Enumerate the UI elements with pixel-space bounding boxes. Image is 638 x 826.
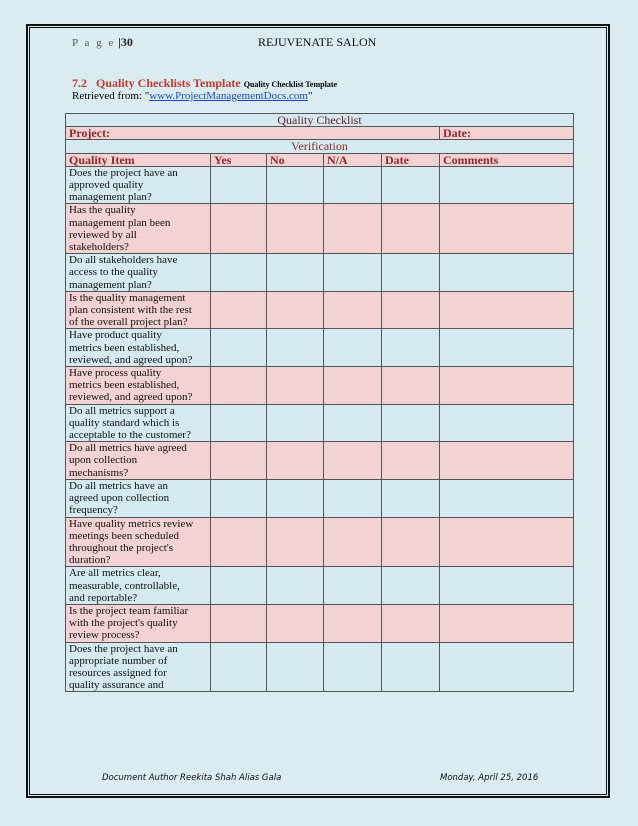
source-link[interactable]: www.ProjectManagementDocs.com — [149, 90, 308, 102]
no-cell[interactable] — [267, 367, 324, 405]
quality-item-cell — [66, 329, 211, 367]
retrieved-from — [72, 90, 312, 102]
quality-item-line: throughout the project's — [69, 541, 174, 554]
table-row — [66, 604, 574, 642]
quality-item-line: management plan been — [69, 216, 171, 229]
quality-item-line: measurable, controllable, — [69, 579, 180, 592]
col-na: N/A — [324, 153, 382, 166]
na-cell[interactable] — [324, 254, 382, 292]
verification-row — [66, 140, 574, 153]
yes-cell[interactable] — [211, 291, 267, 329]
na-cell[interactable] — [324, 567, 382, 605]
table-row — [66, 204, 574, 254]
quality-item-cell — [66, 642, 211, 692]
date-cell[interactable] — [382, 204, 440, 254]
quality-item-line: acceptable to the customer? — [69, 429, 191, 442]
date-cell[interactable] — [382, 517, 440, 567]
yes-cell[interactable] — [211, 567, 267, 605]
quality-item-cell — [66, 254, 211, 292]
no-cell[interactable] — [267, 404, 324, 442]
quality-item-line: frequency? — [69, 504, 118, 517]
footer-author: Document Author Reekita Shah Alias Gala — [102, 773, 282, 783]
no-cell[interactable] — [267, 329, 324, 367]
date-cell[interactable] — [382, 166, 440, 204]
na-cell[interactable] — [324, 442, 382, 480]
no-cell[interactable] — [267, 291, 324, 329]
no-cell[interactable] — [267, 642, 324, 692]
date-cell[interactable] — [382, 291, 440, 329]
retrieved-prefix: Retrieved from: " — [72, 90, 150, 102]
table-row — [66, 254, 574, 292]
doc-title: REJUVENATE SALON — [258, 35, 377, 49]
page-number: 30 — [120, 35, 133, 49]
col-date: Date — [382, 153, 440, 166]
comments-cell[interactable] — [440, 479, 574, 517]
yes-cell[interactable] — [211, 329, 267, 367]
col-comments: Comments — [440, 153, 574, 166]
quality-item-cell — [66, 291, 211, 329]
section-subtitle: Quality Checklist Template — [243, 80, 338, 89]
na-cell[interactable] — [324, 166, 382, 204]
quality-item-cell — [66, 567, 211, 605]
quality-item-line: quality assurance and — [69, 679, 164, 692]
yes-cell[interactable] — [211, 166, 267, 204]
table-row — [66, 642, 574, 692]
na-cell[interactable] — [324, 642, 382, 692]
quality-item-line: duration? — [69, 554, 111, 567]
quality-item-cell — [66, 479, 211, 517]
quality-item-cell — [66, 166, 211, 204]
yes-cell[interactable] — [211, 479, 267, 517]
quality-item-cell — [66, 204, 211, 254]
quality-item-line: meetings been scheduled — [69, 529, 179, 542]
table-row — [66, 442, 574, 480]
quality-item-cell — [66, 404, 211, 442]
quality-item-line: reviewed by all — [69, 228, 137, 241]
quality-item-line: Do all metrics support a — [69, 404, 175, 417]
yes-cell[interactable] — [211, 642, 267, 692]
quality-item-cell — [66, 442, 211, 480]
quality-item-line: and reportable? — [69, 591, 138, 604]
no-cell[interactable] — [267, 254, 324, 292]
date-cell[interactable] — [382, 642, 440, 692]
quality-item-line: approved quality — [69, 179, 144, 192]
na-cell[interactable] — [324, 404, 382, 442]
yes-cell[interactable] — [211, 204, 267, 254]
quality-item-line: with the project's quality — [69, 617, 178, 630]
col-yes: Yes — [211, 153, 267, 166]
quality-item-cell — [66, 604, 211, 642]
no-cell[interactable] — [267, 517, 324, 567]
comments-cell[interactable] — [440, 329, 574, 367]
table-row — [66, 404, 574, 442]
na-cell[interactable] — [324, 604, 382, 642]
comments-cell[interactable] — [440, 204, 574, 254]
comments-cell[interactable] — [440, 367, 574, 405]
yes-cell[interactable] — [211, 367, 267, 405]
quality-item-line: reviewed, and agreed upon? — [69, 353, 193, 366]
quality-item-line: appropriate number of — [69, 654, 168, 667]
table-row — [66, 166, 574, 204]
quality-item-line: upon collection — [69, 454, 138, 467]
quality-item-line: agreed upon collection — [69, 492, 170, 505]
quality-item-line: Is the project team familiar — [69, 604, 189, 617]
na-cell[interactable] — [324, 329, 382, 367]
comments-cell[interactable] — [440, 166, 574, 204]
comments-cell[interactable] — [440, 291, 574, 329]
quality-item-line: of the overall project plan? — [69, 316, 188, 329]
quality-item-line: review process? — [69, 629, 140, 642]
date-cell[interactable] — [382, 329, 440, 367]
quality-item-line: Do all stakeholders have — [69, 254, 178, 267]
comments-cell[interactable] — [440, 567, 574, 605]
date-label: Date: — [440, 127, 574, 140]
checklist-rows — [66, 166, 574, 692]
section-heading — [72, 76, 337, 91]
yes-cell[interactable] — [211, 517, 267, 567]
quality-checklist-table — [65, 113, 574, 692]
table-row — [66, 329, 574, 367]
quality-item-line: Do all metrics have agreed — [69, 442, 187, 455]
quality-item-line: mechanisms? — [69, 466, 129, 479]
quality-item-line: management plan? — [69, 278, 152, 291]
section-number: 7.2 — [72, 76, 87, 90]
project-row — [66, 127, 574, 140]
table-row — [66, 479, 574, 517]
date-cell[interactable] — [382, 604, 440, 642]
comments-cell[interactable] — [440, 404, 574, 442]
quality-item-line: reviewed, and agreed upon? — [69, 391, 193, 404]
page-header — [72, 35, 572, 50]
no-cell[interactable] — [267, 204, 324, 254]
col-quality-item: Quality Item — [66, 153, 211, 166]
table-title: Quality Checklist — [66, 114, 574, 127]
table-row — [66, 291, 574, 329]
quality-item-line: Does the project have an — [69, 642, 178, 655]
section-title: Quality Checklists Template — [96, 76, 241, 90]
verification-label: Verification — [66, 140, 574, 153]
project-label: Project: — [66, 127, 440, 140]
quality-item-line: Does the project have an — [69, 166, 178, 179]
quality-item-line: Is the quality management — [69, 291, 186, 304]
no-cell[interactable] — [267, 604, 324, 642]
comments-cell[interactable] — [440, 604, 574, 642]
na-cell[interactable] — [324, 367, 382, 405]
quality-item-line: stakeholders? — [69, 241, 129, 254]
date-cell[interactable] — [382, 567, 440, 605]
no-cell[interactable] — [267, 479, 324, 517]
na-cell[interactable] — [324, 204, 382, 254]
quality-item-cell — [66, 517, 211, 567]
comments-cell[interactable] — [440, 442, 574, 480]
yes-cell[interactable] — [211, 254, 267, 292]
quality-item-line: management plan? — [69, 191, 152, 204]
na-cell[interactable] — [324, 291, 382, 329]
quality-item-line: plan consistent with the rest — [69, 304, 192, 317]
no-cell[interactable] — [267, 567, 324, 605]
quality-item-line: quality standard which is — [69, 416, 180, 429]
date-cell[interactable] — [382, 254, 440, 292]
column-header-row — [66, 153, 574, 166]
quality-item-line: access to the quality — [69, 266, 158, 279]
comments-cell[interactable] — [440, 517, 574, 567]
date-cell[interactable] — [382, 479, 440, 517]
quality-item-cell — [66, 367, 211, 405]
comments-cell[interactable] — [440, 254, 574, 292]
yes-cell[interactable] — [211, 442, 267, 480]
quality-item-line: Have process quality — [69, 367, 162, 380]
retrieved-suffix: " — [307, 90, 313, 102]
page-separator: | — [118, 35, 121, 49]
date-cell[interactable] — [382, 367, 440, 405]
quality-item-line: metrics been established, — [69, 379, 180, 392]
quality-item-line: Do all metrics have an — [69, 479, 168, 492]
footer-date: Monday, April 25, 2016 — [440, 773, 539, 783]
quality-item-line: Have product quality — [69, 329, 162, 342]
table-title-row — [66, 114, 574, 127]
quality-item-line: resources assigned for — [69, 666, 167, 679]
na-cell[interactable] — [324, 479, 382, 517]
page-label: P a g e — [72, 37, 116, 49]
yes-cell[interactable] — [211, 404, 267, 442]
date-cell[interactable] — [382, 442, 440, 480]
col-no: No — [267, 153, 324, 166]
no-cell[interactable] — [267, 166, 324, 204]
table-row — [66, 567, 574, 605]
comments-cell[interactable] — [440, 642, 574, 692]
date-cell[interactable] — [382, 404, 440, 442]
table-row — [66, 517, 574, 567]
na-cell[interactable] — [324, 517, 382, 567]
quality-item-line: metrics been established, — [69, 341, 180, 354]
quality-item-line: Are all metrics clear, — [69, 567, 161, 580]
yes-cell[interactable] — [211, 604, 267, 642]
quality-item-line: Have quality metrics review — [69, 517, 194, 530]
table-row — [66, 367, 574, 405]
no-cell[interactable] — [267, 442, 324, 480]
quality-item-line: Has the quality — [69, 204, 136, 217]
